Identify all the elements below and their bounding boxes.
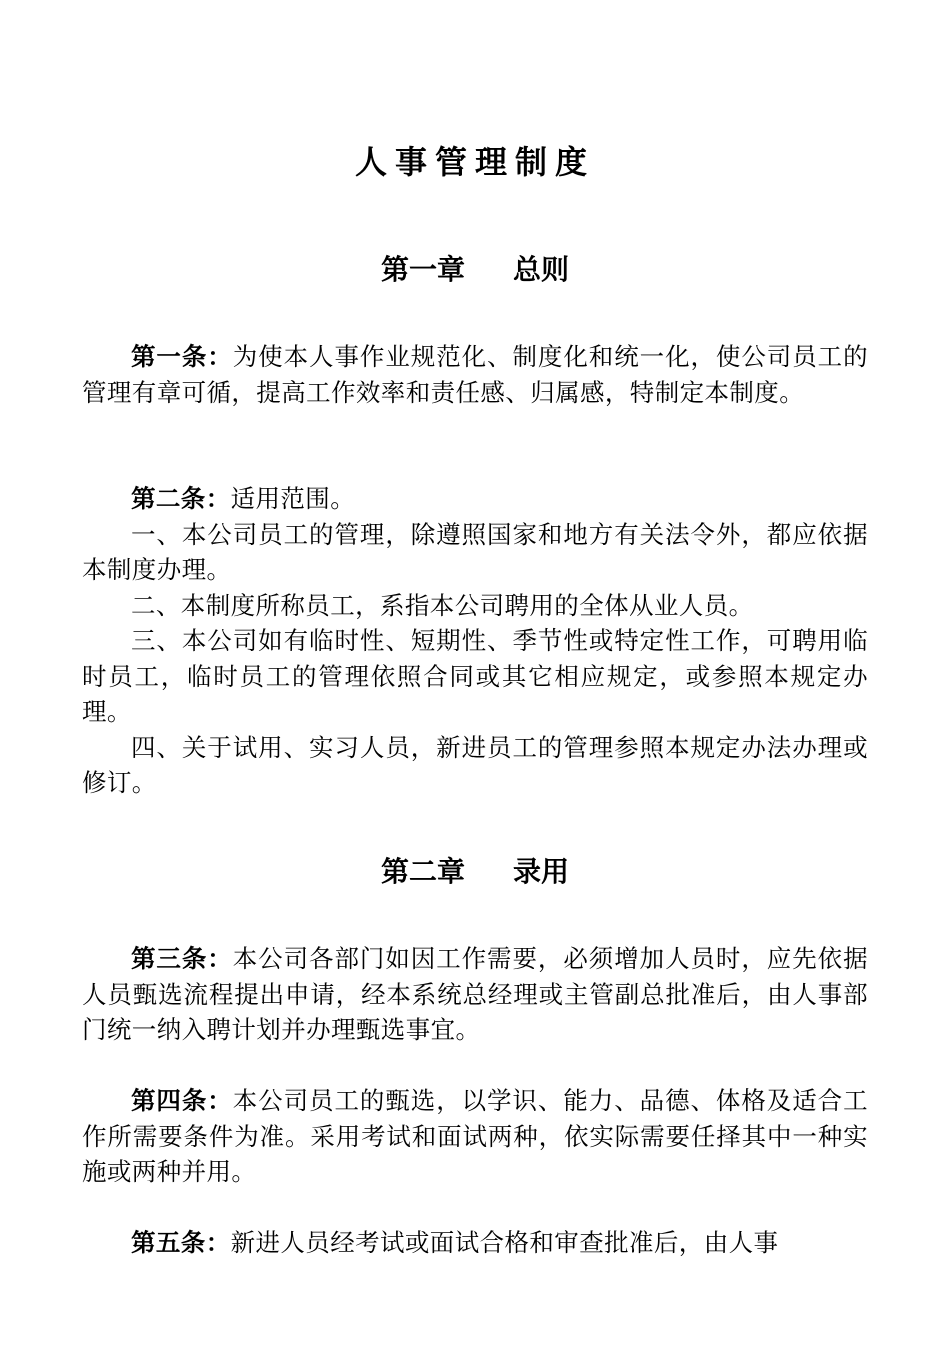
list-item: 二、本制度所称员工，系指本公司聘用的全体从业人员。 [131, 590, 754, 620]
article-1 [82, 339, 868, 410]
article-label: 第一条： [131, 342, 233, 371]
chapter-name: 录用 [513, 855, 570, 888]
article-4 [82, 1083, 868, 1190]
article-text: 本公司员工的甄选，以学识、能力、品德、体格及适合工作所需要条件为准。采用考试和面试两种，依实际需要任择其中一种实施或两种并用。 [82, 1086, 868, 1186]
chapter-heading-2 [82, 852, 868, 892]
chapter-name: 总则 [513, 253, 570, 286]
article-paragraph [82, 941, 868, 1048]
article-text: 新进人员经考试或面试合格和审查批准后，由人事 [230, 1228, 779, 1257]
article-label: 第五条： [131, 1228, 231, 1257]
chapter-number: 第二章 [380, 855, 465, 888]
article-text: 本公司各部门如因工作需要，必须增加人员时，应先依据人员甄选流程提出申请，经本系统总经理或主管副总批准后，由人事部门统一纳入聘计划并办理甄选事宜。 [82, 944, 868, 1044]
list-item: 三、本公司如有临时性、短期性、季节性或特定性工作，可聘用临时员工，临时员工的管理依照合同或其它相应规定，或参照本规定办理。 [82, 626, 868, 726]
article-2 [82, 481, 868, 801]
article-text: 为使本人事作业规范化、制度化和统一化，使公司员工的管理有章可循，提高工作效率和责任感、归属感，特制定本制度。 [82, 342, 868, 407]
article-paragraph [82, 481, 868, 517]
article-label: 第三条： [131, 944, 233, 973]
chapter-number: 第一章 [380, 253, 465, 286]
article-3 [82, 941, 868, 1048]
list-item: 一、本公司员工的管理，除遵照国家和地方有关法令外，都应依据本制度办理。 [82, 519, 868, 584]
article-paragraph [82, 1083, 868, 1190]
document-title: 人事管理制度 [354, 143, 595, 181]
article-paragraph [82, 339, 868, 410]
article-5 [82, 1225, 868, 1261]
article-text: 适用范围。 [230, 484, 356, 513]
article-label: 第四条： [131, 1086, 233, 1115]
article-paragraph [82, 1225, 868, 1261]
chapter-heading-1 [82, 250, 868, 290]
article-label: 第二条： [131, 484, 231, 513]
list-item: 四、关于试用、实习人员，新进员工的管理参照本规定办法办理或修订。 [82, 732, 868, 797]
